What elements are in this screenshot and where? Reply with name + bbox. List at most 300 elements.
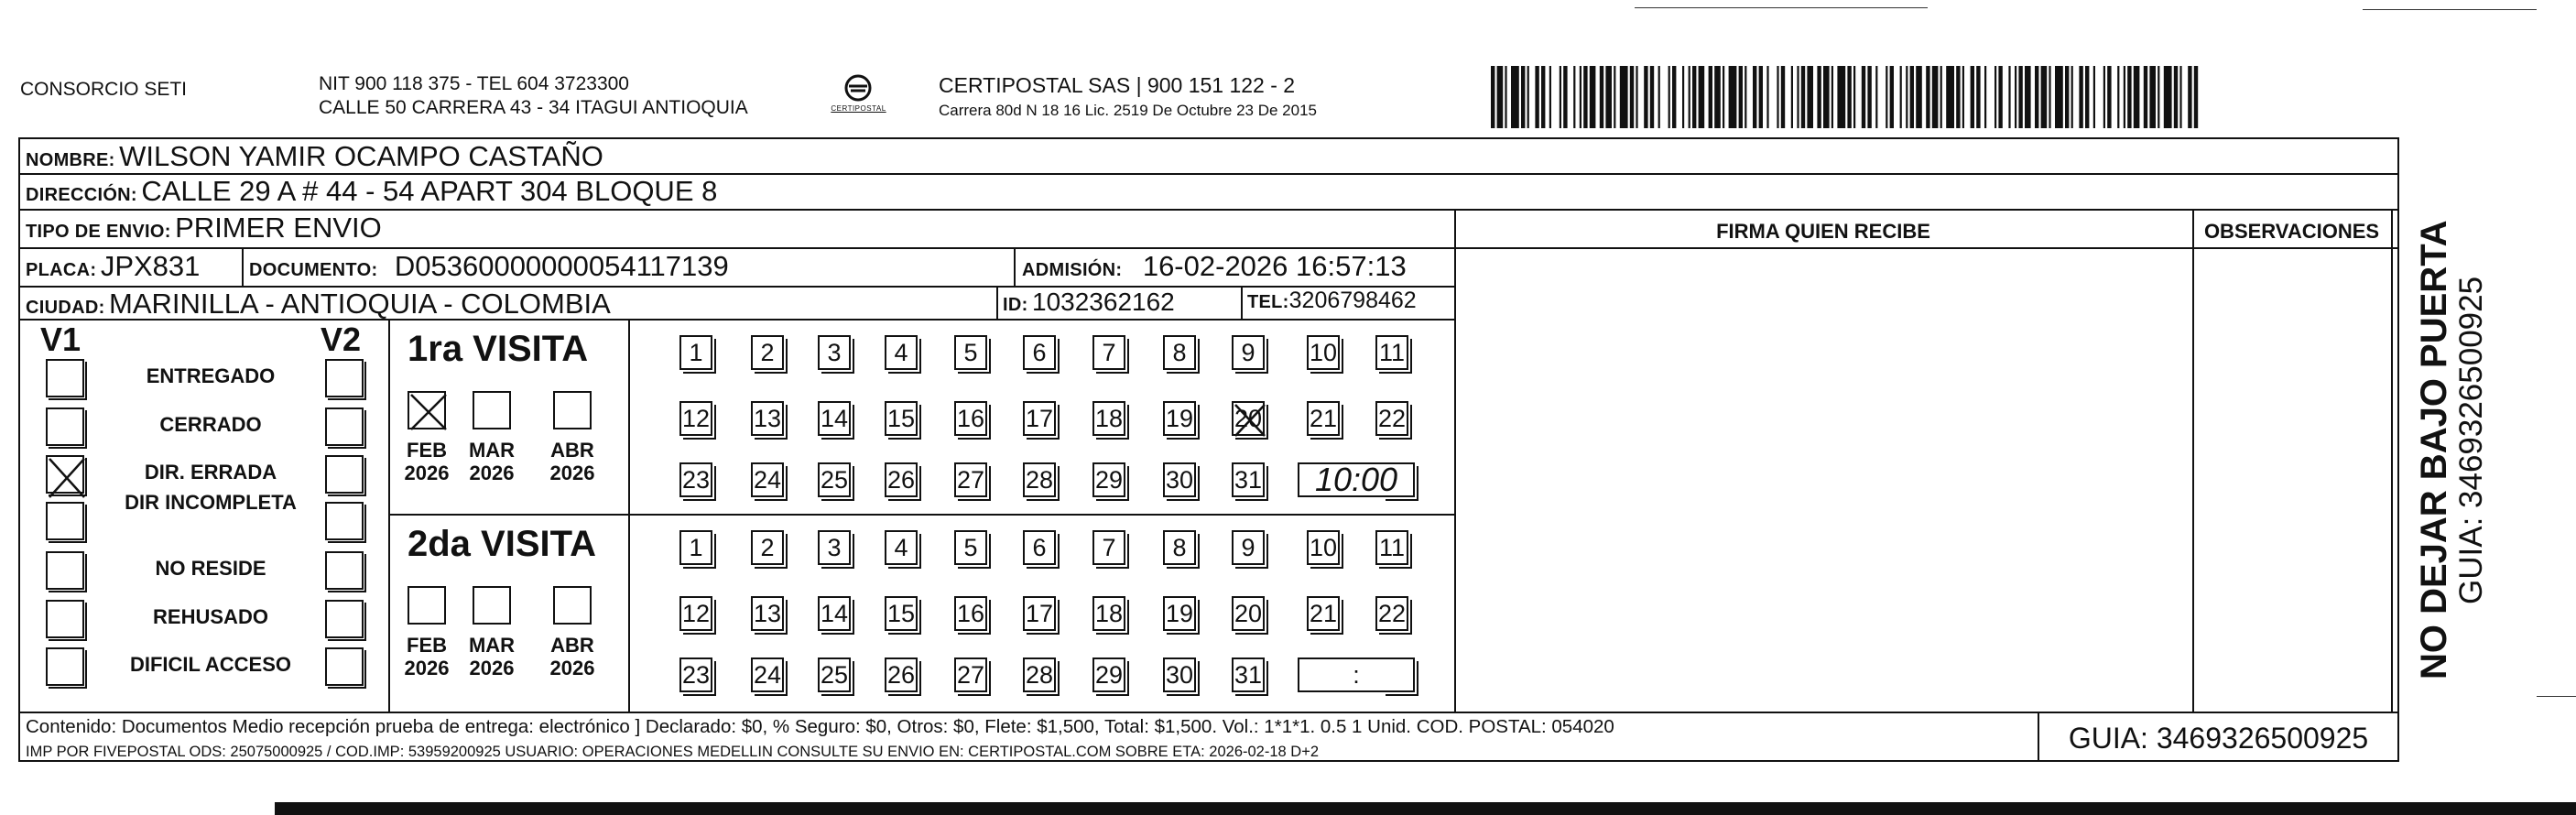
- barcode-bar: [1940, 66, 1942, 128]
- barcode-bar: [1714, 66, 1721, 128]
- check-x-mark: [409, 393, 448, 431]
- month-name: ABR: [550, 439, 594, 462]
- day-box[interactable]: [751, 462, 784, 497]
- day-box[interactable]: [1092, 596, 1125, 631]
- month-name: FEB: [407, 634, 447, 657]
- day-number: 13: [753, 405, 782, 432]
- day-box[interactable]: [885, 596, 918, 631]
- nombre-field: [26, 140, 603, 173]
- day-number: 12: [681, 405, 711, 432]
- contenido-line: Contenido: Documentos Medio recepción prueba de entrega: electrónico ] Declarado: $0, % Seguro: $0, Otros: $0, Flete: $1,500, Total: $1,500. Vol.: 1*1*1. 0.5 1 Unid. COD. POSTAL: 054020: [26, 716, 1614, 737]
- day-number: 4: [894, 534, 908, 561]
- day-number: 8: [1172, 534, 1187, 561]
- documento-field: [249, 250, 729, 283]
- barcode-bar: [1759, 66, 1763, 128]
- day-number: 11: [1378, 339, 1406, 366]
- barcode-bar: [2188, 66, 2191, 128]
- scan-line-top: [1635, 7, 1928, 8]
- month-year: 2026: [469, 657, 515, 679]
- v1-checkbox[interactable]: [46, 551, 84, 590]
- day-box[interactable]: [885, 530, 918, 565]
- v1-label: V1: [40, 321, 82, 358]
- check-x-mark: [48, 457, 86, 499]
- month-checkbox[interactable]: [473, 391, 511, 429]
- day-box[interactable]: [954, 335, 987, 370]
- barcode-bar: [1497, 66, 1504, 128]
- barcode-bar: [2085, 66, 2089, 128]
- barcode-bar: [2174, 66, 2178, 128]
- month-checkbox[interactable]: [553, 391, 592, 429]
- visit-time-box[interactable]: [1298, 462, 1415, 497]
- certipostal-logo-icon: [820, 71, 897, 125]
- barcode-bar: [2194, 66, 2198, 128]
- day-number: 18: [1094, 405, 1124, 432]
- day-box[interactable]: [885, 657, 918, 692]
- v1-checkbox[interactable]: [46, 408, 84, 446]
- barcode-bar: [1682, 66, 1684, 128]
- day-box[interactable]: [751, 401, 784, 436]
- placa-label: PLACA:: [26, 260, 97, 280]
- barcode-bar: [1946, 66, 1954, 128]
- barcode-bar: [2041, 66, 2048, 128]
- status-reason-label: NO RESIDE: [155, 557, 266, 580]
- documento-value: D05360000000054117139: [394, 250, 729, 282]
- day-box[interactable]: [1023, 530, 1056, 565]
- placa-field: [26, 250, 200, 283]
- barcode-bar: [1505, 66, 1506, 128]
- documento-label: DOCUMENTO:: [249, 260, 378, 280]
- barcode-bar: [1867, 66, 1871, 128]
- barcode-bar: [1729, 66, 1737, 128]
- day-number: 8: [1172, 339, 1187, 366]
- barcode-bar: [1573, 66, 1575, 128]
- barcode-bar: [2093, 66, 2095, 128]
- barcode-bar: [1906, 66, 1908, 128]
- v1-checkbox[interactable]: [46, 600, 84, 638]
- barcode-bar: [2164, 66, 2172, 128]
- day-box[interactable]: [1307, 596, 1340, 631]
- status-reason-label: DIFICIL ACCESO: [129, 653, 291, 676]
- day-number: 2: [760, 534, 775, 561]
- day-box[interactable]: [1307, 401, 1340, 436]
- observaciones-header: OBSERVACIONES: [2203, 220, 2380, 243]
- day-number: 9: [1241, 534, 1255, 561]
- imp-line: IMP POR FIVEPOSTAL ODS: 25075000925 / COD.IMP: 53959200925 USUARIO: OPERACIONES MEDELLIN CONSULTE SU ENVIO EN: CERTIPOSTAL.COM SOBRE ETA: 2026-02-18 D+2: [26, 744, 1320, 760]
- day-number: 27: [956, 661, 985, 689]
- barcode-bar: [2079, 66, 2082, 128]
- barcode-bar: [1527, 66, 1529, 128]
- day-number: 19: [1165, 405, 1194, 432]
- day-box[interactable]: [818, 657, 851, 692]
- day-box[interactable]: [1375, 530, 1408, 565]
- day-box[interactable]: [1307, 335, 1340, 370]
- barcode-bar: [2127, 66, 2131, 128]
- status-reason-label: DIR. ERRADA: [144, 461, 277, 484]
- month-name: MAR: [468, 634, 516, 657]
- day-number: 6: [1032, 534, 1047, 561]
- barcode-bar: [2049, 66, 2050, 128]
- day-box[interactable]: [1375, 401, 1408, 436]
- admision-field: [1022, 250, 1407, 283]
- day-box[interactable]: [1023, 462, 1056, 497]
- day-box[interactable]: [751, 530, 784, 565]
- barcode-bar: [1962, 66, 1964, 128]
- barcode-bar: [1862, 66, 1865, 128]
- day-box[interactable]: [679, 335, 712, 370]
- status-reason-label: ENTREGADO: [146, 364, 276, 387]
- month-name: ABR: [550, 634, 594, 657]
- day-box[interactable]: [1232, 335, 1265, 370]
- barcode-bar: [2055, 66, 2063, 128]
- day-box[interactable]: [1163, 530, 1196, 565]
- barcode-bar: [1926, 66, 1929, 128]
- day-number: 22: [1377, 405, 1407, 432]
- barcode-bar: [1672, 66, 1676, 128]
- scan-line-top-2: [2363, 9, 2537, 10]
- month-year: 2026: [404, 462, 450, 484]
- firma-header: FIRMA QUIEN RECIBE: [1716, 220, 1930, 243]
- day-box[interactable]: [1023, 335, 1056, 370]
- day-box[interactable]: [1023, 657, 1056, 692]
- v2-checkbox[interactable]: [325, 551, 364, 590]
- ciudad-value: MARINILLA - ANTIOQUIA - COLOMBIA: [109, 288, 611, 320]
- barcode-bar: [1797, 66, 1799, 128]
- barcode-bar: [1984, 66, 1986, 128]
- visit-title: 1ra VISITA: [408, 329, 589, 369]
- company-name: CONSORCIO SETI: [20, 79, 188, 100]
- barcode-bar: [1614, 66, 1615, 128]
- barcode-bar: [1971, 66, 1974, 128]
- barcode-bar: [1630, 66, 1634, 128]
- v2-checkbox[interactable]: [325, 600, 364, 638]
- day-number: 13: [753, 600, 782, 627]
- v2-checkbox[interactable]: [325, 359, 364, 397]
- barcode-bar: [2035, 66, 2038, 128]
- month-year: 2026: [549, 657, 595, 679]
- day-box[interactable]: [1232, 596, 1265, 631]
- month-name: MAR: [468, 439, 516, 462]
- barcode-bar: [2179, 66, 2181, 128]
- v1-checkbox[interactable]: [46, 647, 84, 686]
- day-number: 29: [1094, 661, 1124, 689]
- day-number: 19: [1165, 600, 1194, 627]
- day-box[interactable]: [751, 596, 784, 631]
- day-number: 27: [956, 466, 985, 494]
- nombre-value: WILSON YAMIR OCAMPO CASTAÑO: [119, 140, 603, 172]
- day-box[interactable]: [954, 462, 987, 497]
- license-line: Carrera 80d N 18 16 Lic. 2519 De Octubre 23 De 2015: [939, 102, 1317, 119]
- day-box[interactable]: [885, 462, 918, 497]
- day-box[interactable]: [954, 596, 987, 631]
- direccion-label: DIRECCIÓN:: [26, 185, 137, 205]
- day-number: 26: [886, 661, 916, 689]
- month-year: 2026: [404, 657, 450, 679]
- day-number: 20: [1234, 600, 1263, 627]
- month-label: [395, 634, 459, 679]
- day-number: 1: [689, 339, 703, 366]
- admision-label: ADMISIÓN:: [1022, 260, 1123, 280]
- month-label: [540, 439, 604, 484]
- day-number: 17: [1025, 600, 1054, 627]
- day-number: 5: [963, 339, 978, 366]
- day-box[interactable]: [1232, 657, 1265, 692]
- barcode-bar: [2149, 66, 2156, 128]
- barcode-bar: [2065, 66, 2069, 128]
- barcode-bar: [1521, 66, 1525, 128]
- barcode-bar: [1636, 66, 1637, 128]
- barcode-bar: [1801, 66, 1805, 128]
- day-number: 12: [681, 600, 711, 627]
- day-number: 10: [1309, 534, 1338, 561]
- visit-time-value: 10:00: [1314, 461, 1398, 498]
- barcode-bar: [1650, 66, 1654, 128]
- v1-checkbox[interactable]: [46, 502, 84, 540]
- day-box[interactable]: [679, 530, 712, 565]
- day-number: 18: [1094, 600, 1124, 627]
- day-number: 17: [1025, 405, 1054, 432]
- day-number: 30: [1165, 466, 1194, 494]
- barcode-bar: [1823, 66, 1830, 128]
- barcode-bar: [1535, 66, 1538, 128]
- day-number: 5: [963, 534, 978, 561]
- day-box[interactable]: [679, 401, 712, 436]
- barcode-bar: [1976, 66, 1980, 128]
- day-number: 31: [1234, 466, 1263, 494]
- barcode-bar: [1900, 66, 1902, 128]
- barcode-bar: [2015, 66, 2016, 128]
- day-box[interactable]: [679, 596, 712, 631]
- barcode-bar: [2117, 66, 2119, 128]
- barcode-bar: [1739, 66, 1743, 128]
- barcode-bar: [1777, 66, 1778, 128]
- day-box[interactable]: [818, 335, 851, 370]
- day-box[interactable]: [818, 462, 851, 497]
- barcode-bar: [2107, 66, 2111, 128]
- barcode-bar: [1791, 66, 1793, 128]
- visit-time-box[interactable]: [1298, 657, 1415, 692]
- month-label: [395, 439, 459, 484]
- day-box[interactable]: [1375, 596, 1408, 631]
- day-number: 2: [760, 339, 775, 366]
- barcode-bar: [1491, 66, 1495, 128]
- month-checkbox[interactable]: [408, 586, 446, 625]
- id-label: ID:: [1003, 295, 1028, 315]
- direccion-value: CALLE 29 A # 44 - 54 APART 304 BLOQUE 8: [141, 175, 718, 207]
- day-number: 3: [827, 534, 842, 561]
- barcode-bar: [1853, 66, 1855, 128]
- day-box[interactable]: [1163, 401, 1196, 436]
- tipo-label: TIPO DE ENVIO:: [26, 222, 171, 242]
- barcode-bar: [1699, 66, 1705, 128]
- day-box[interactable]: [751, 657, 784, 692]
- day-number: 28: [1025, 661, 1054, 689]
- day-number: 23: [681, 661, 711, 689]
- barcode-bar: [2025, 66, 2031, 128]
- bottom-edge-bar: [275, 802, 2576, 815]
- day-box[interactable]: [1092, 462, 1125, 497]
- tel-value: 3206798462: [1288, 288, 1417, 313]
- day-number: 6: [1032, 339, 1047, 366]
- day-box[interactable]: [818, 530, 851, 565]
- day-box[interactable]: [1232, 462, 1265, 497]
- barcode-bar: [1541, 66, 1545, 128]
- day-box[interactable]: [1307, 530, 1340, 565]
- day-number: 29: [1094, 466, 1124, 494]
- day-number: 9: [1241, 339, 1255, 366]
- day-number: 20: [1234, 405, 1263, 432]
- barcode-bar: [1932, 66, 1939, 128]
- certipostal-line: CERTIPOSTAL SAS | 900 151 122 - 2: [939, 73, 1296, 97]
- barcode-bar: [1745, 66, 1746, 128]
- barcode-bar: [1709, 66, 1712, 128]
- day-number: 28: [1025, 466, 1054, 494]
- barcode-bar: [2071, 66, 2073, 128]
- month-label: [540, 634, 604, 679]
- barcode-bar: [1549, 66, 1551, 128]
- day-number: 4: [894, 339, 908, 366]
- barcode-bar: [1753, 66, 1756, 128]
- admision-value: 16-02-2026 16:57:13: [1142, 250, 1407, 282]
- certipostal-logo: [820, 71, 897, 125]
- barcode-bar: [1807, 66, 1813, 128]
- barcode: [1491, 66, 2201, 128]
- barcode-bar: [1831, 66, 1833, 128]
- day-number: 26: [886, 466, 916, 494]
- barcode-bar: [1723, 66, 1724, 128]
- day-box[interactable]: [679, 657, 712, 692]
- day-box[interactable]: [1163, 462, 1196, 497]
- month-checkbox[interactable]: [408, 391, 446, 429]
- day-number: 1: [689, 534, 703, 561]
- status-reason-label: REHUSADO: [153, 605, 268, 628]
- day-box[interactable]: [885, 401, 918, 436]
- barcode-bar: [1847, 66, 1851, 128]
- day-number: 21: [1309, 600, 1338, 627]
- day-box[interactable]: [954, 530, 987, 565]
- day-number: 24: [753, 466, 782, 494]
- day-number: 25: [820, 466, 849, 494]
- barcode-bar: [2134, 66, 2140, 128]
- day-box[interactable]: [679, 462, 712, 497]
- barcode-bar: [1511, 66, 1519, 128]
- v2-checkbox[interactable]: [325, 647, 364, 686]
- day-number: 14: [820, 405, 849, 432]
- barcode-bar: [1994, 66, 1996, 128]
- day-number: 23: [681, 466, 711, 494]
- address-line: CALLE 50 CARRERA 43 - 34 ITAGUI ANTIOQUIA: [319, 97, 748, 118]
- ciudad-field: [26, 288, 611, 321]
- day-box[interactable]: [1232, 530, 1265, 565]
- barcode-bar: [1620, 66, 1628, 128]
- day-box[interactable]: [1092, 530, 1125, 565]
- barcode-bar: [1886, 66, 1887, 128]
- v2-label: V2: [321, 321, 362, 358]
- v2-checkbox[interactable]: [325, 455, 364, 494]
- day-box[interactable]: [1023, 401, 1056, 436]
- day-number: 7: [1102, 339, 1116, 366]
- day-box[interactable]: [954, 401, 987, 436]
- v2-checkbox[interactable]: [325, 502, 364, 540]
- barcode-bar: [1563, 66, 1567, 128]
- month-checkbox[interactable]: [473, 586, 511, 625]
- check-x-mark: [1234, 403, 1266, 438]
- status-reason-label: CERRADO: [159, 413, 262, 436]
- day-box[interactable]: [1163, 596, 1196, 631]
- month-year: 2026: [549, 462, 595, 484]
- day-box[interactable]: [1163, 335, 1196, 370]
- barcode-bar: [1781, 66, 1785, 128]
- barcode-bar: [1590, 66, 1596, 128]
- id-value: 1032362162: [1032, 288, 1175, 316]
- v1-checkbox[interactable]: [46, 359, 84, 397]
- day-box[interactable]: [1092, 657, 1125, 692]
- day-number: 14: [820, 600, 849, 627]
- barcode-bar: [1910, 66, 1914, 128]
- day-number: 24: [753, 661, 782, 689]
- logo-text: CERTIPOSTAL: [831, 104, 886, 113]
- ciudad-label: CIUDAD:: [26, 298, 105, 318]
- footer-guia: GUIA: 3469326500925: [2068, 722, 2369, 755]
- month-year: 2026: [469, 462, 515, 484]
- nit-line: NIT 900 118 375 - TEL 604 3723300: [319, 73, 629, 94]
- day-box[interactable]: [818, 596, 851, 631]
- tel-field: [1247, 288, 1417, 314]
- barcode-bar: [1580, 66, 1581, 128]
- day-number: 16: [956, 600, 985, 627]
- v1-checkbox[interactable]: [46, 455, 84, 494]
- barcode-bar: [1956, 66, 1960, 128]
- barcode-bar: [2008, 66, 2010, 128]
- right-edge-line: [2537, 696, 2576, 697]
- barcode-bar: [1890, 66, 1894, 128]
- day-box[interactable]: [954, 657, 987, 692]
- day-box[interactable]: [1375, 335, 1408, 370]
- visit-time-value: :: [1353, 661, 1360, 689]
- day-box[interactable]: [1163, 657, 1196, 692]
- placa-value: JPX831: [100, 250, 201, 282]
- day-number: 21: [1309, 405, 1338, 432]
- day-box[interactable]: [818, 401, 851, 436]
- barcode-bar: [1916, 66, 1922, 128]
- tipo-value: PRIMER ENVIO: [175, 212, 382, 244]
- day-box[interactable]: [1092, 401, 1125, 436]
- day-number: 15: [886, 405, 916, 432]
- day-box[interactable]: [751, 335, 784, 370]
- barcode-bar: [1689, 66, 1690, 128]
- month-label: [460, 439, 524, 484]
- day-box[interactable]: [1092, 335, 1125, 370]
- barcode-bar: [2103, 66, 2105, 128]
- barcode-bar: [1817, 66, 1821, 128]
- month-label: [460, 634, 524, 679]
- month-checkbox[interactable]: [553, 586, 592, 625]
- day-box[interactable]: [885, 335, 918, 370]
- v2-checkbox[interactable]: [325, 408, 364, 446]
- barcode-bar: [1600, 66, 1603, 128]
- day-box[interactable]: [1023, 596, 1056, 631]
- day-number: 15: [886, 600, 916, 627]
- barcode-bar: [1766, 66, 1768, 128]
- barcode-bar: [1692, 66, 1696, 128]
- day-number: 10: [1309, 339, 1338, 366]
- barcode-bar: [1605, 66, 1612, 128]
- day-number: 3: [827, 339, 842, 366]
- day-number: 25: [820, 661, 849, 689]
- barcode-bar: [1875, 66, 1877, 128]
- day-box[interactable]: [1232, 401, 1265, 436]
- barcode-bar: [1644, 66, 1647, 128]
- visit-title: 2da VISITA: [408, 524, 596, 564]
